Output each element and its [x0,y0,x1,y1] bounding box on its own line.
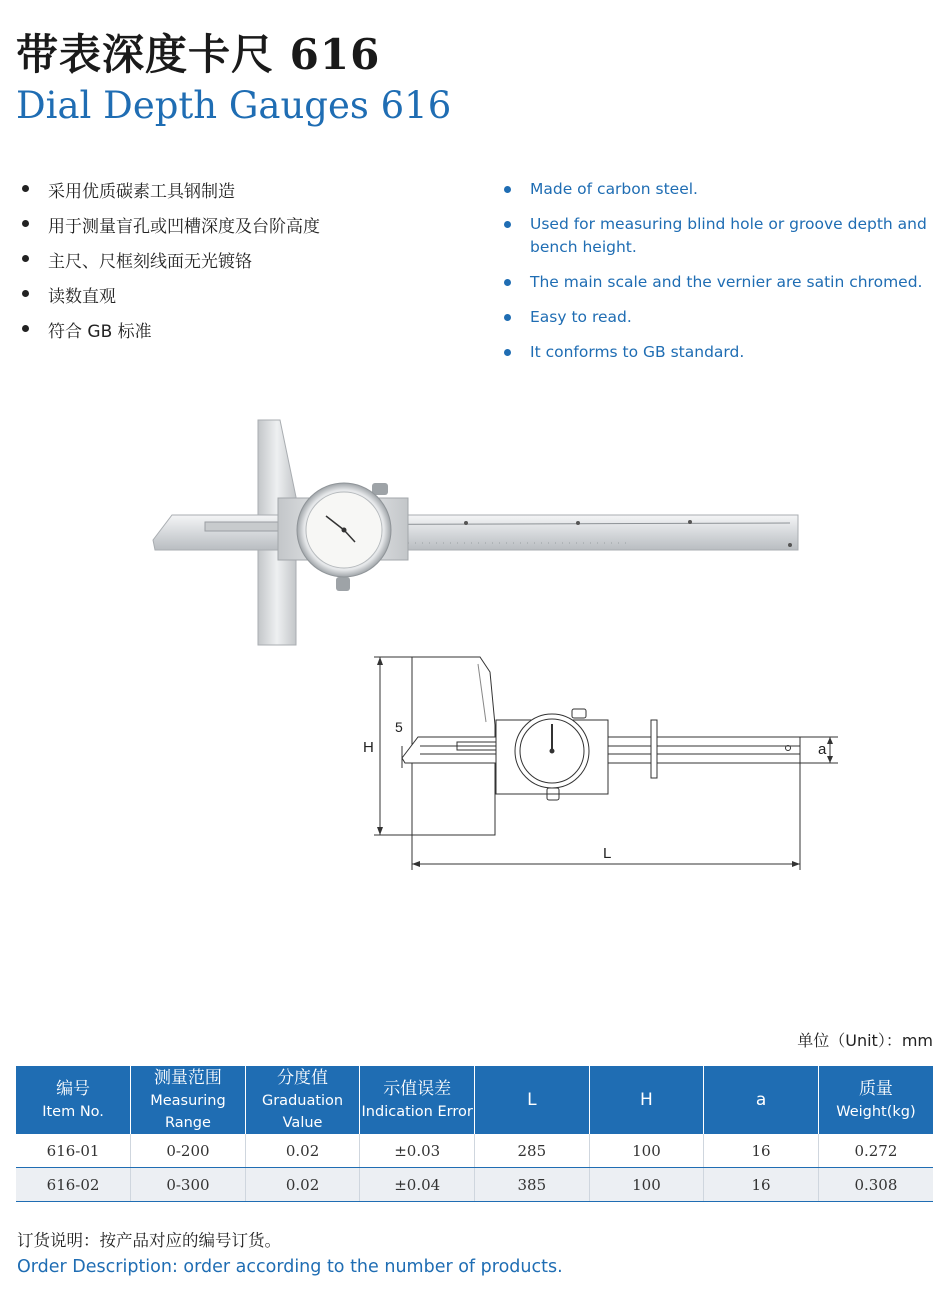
col-header-error [360,1066,475,1134]
col-header-item-no [16,1066,131,1134]
header-en: Indication Error [361,1104,473,1120]
col-header-weight [818,1066,933,1134]
feature-item-en: Used for measuring blind hole or groove depth and bench height. [504,213,934,259]
col-header-graduation [245,1066,360,1134]
technical-drawing [360,650,850,875]
cell-weight: 0.272 [818,1134,933,1168]
header-en: Measuring Range [150,1093,226,1131]
cell-l: 285 [475,1134,590,1168]
table-row [16,1134,933,1168]
header-cn: a [755,1090,767,1110]
cell-range: 0-200 [131,1134,246,1168]
cell-a: 16 [704,1134,819,1168]
header-cn: 编号 [56,1079,91,1099]
order-description-cn: 订货说明：按产品对应的编号订货。 [17,1231,281,1250]
cell-error: ±0.03 [360,1134,475,1168]
col-header-a [704,1066,819,1134]
header-en: Weight(kg) [836,1104,916,1120]
header-cn: 示值误差 [383,1079,452,1099]
cell-range: 0-300 [131,1168,246,1202]
cell-error: ±0.04 [360,1168,475,1202]
header-en: Graduation Value [261,1093,344,1131]
feature-item-cn: 用于测量盲孔或凹槽深度及台阶高度 [22,212,320,247]
dim-label-a: a [818,741,827,758]
feature-item-cn: 主尺、尺框刻线面无光镀铬 [22,247,320,282]
cell-graduation: 0.02 [245,1168,360,1202]
cell-item-no: 616-02 [16,1168,131,1202]
cell-h: 100 [589,1134,704,1168]
cell-a: 16 [704,1168,819,1202]
cell-h: 100 [589,1168,704,1202]
header-cn: H [640,1090,653,1110]
dim-label-l: L [603,845,612,862]
feature-item-cn: 采用优质碳素工具钢制造 [22,177,320,212]
header-cn: L [527,1090,537,1110]
header-cn: 质量 [858,1079,893,1099]
feature-item-en: The main scale and the vernier are satin chromed. [504,271,934,294]
product-photo [150,415,802,650]
col-header-l [475,1066,590,1134]
dim-label-h: H [363,739,374,756]
header-cn: 测量范围 [153,1068,222,1088]
order-description-en: Order Description: order according to the number of products. [17,1257,563,1277]
feature-item-en: Made of carbon steel. [504,178,934,201]
feature-item-cn: 符合 GB 标准 [22,317,320,352]
feature-item-en: It conforms to GB standard. [504,341,934,364]
unit-label: 单位（Unit）：mm [797,1031,933,1050]
cell-weight: 0.308 [818,1168,933,1202]
header-en: Item No. [42,1104,104,1120]
feature-item-en: Easy to read. [504,306,934,329]
dim-label-5: 5 [395,719,403,735]
feature-item-cn: 读数直观 [22,282,320,317]
feature-list-cn [22,177,320,352]
header-cn: 分度值 [277,1068,329,1088]
table-header-row [16,1066,933,1134]
page-title-cn: 带表深度卡尺 616 [16,30,381,79]
cell-graduation: 0.02 [245,1134,360,1168]
col-header-h [589,1066,704,1134]
feature-list-en [504,178,934,376]
cell-item-no: 616-01 [16,1134,131,1168]
table-row [16,1168,933,1202]
page-title-en: Dial Depth Gauges 616 [16,84,452,127]
col-header-range [131,1066,246,1134]
cell-l: 385 [475,1168,590,1202]
spec-table [16,1066,933,1202]
